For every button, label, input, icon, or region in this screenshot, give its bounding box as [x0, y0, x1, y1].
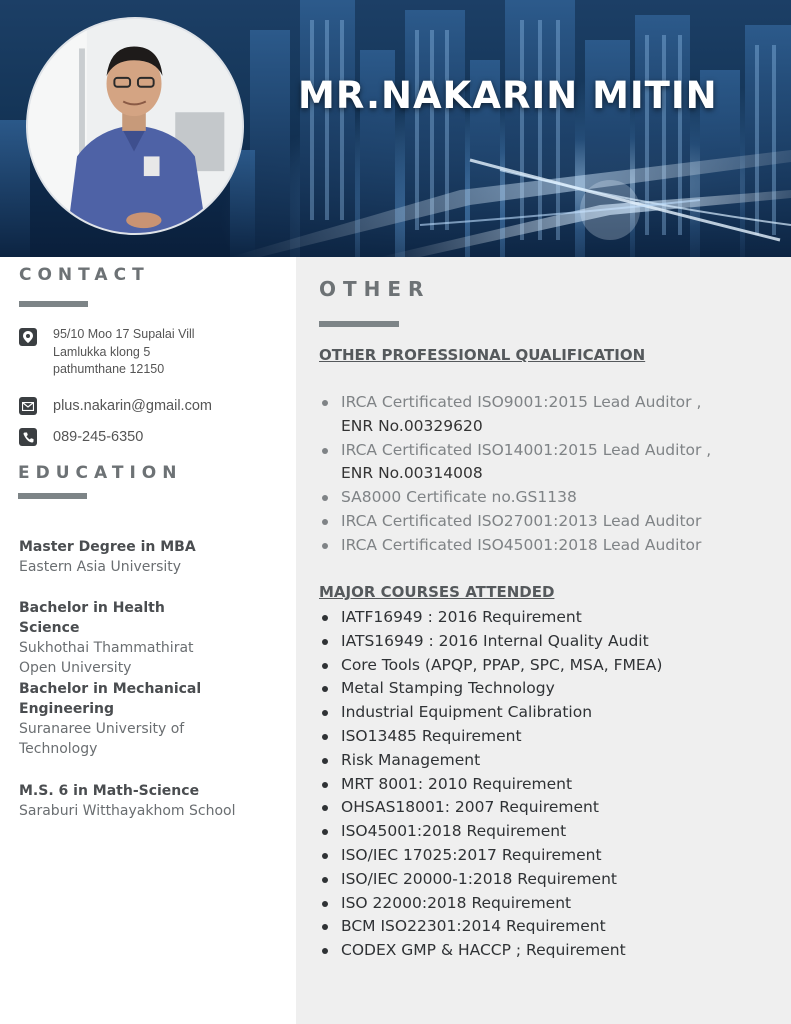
- person-portrait-image: [28, 19, 242, 233]
- list-item: IATS16949 : 2016 Internal Quality Audit: [319, 630, 779, 654]
- list-item: ISO13485 Requirement: [319, 725, 779, 749]
- education-school: Sukhothai Thammathirat Open University: [19, 640, 194, 676]
- education-degree: M.S. 6 in Math-Science: [19, 783, 200, 799]
- education-item: [19, 781, 289, 821]
- phone-number[interactable]: 089-245-6350: [53, 429, 144, 445]
- education-item: [19, 537, 289, 577]
- education-degree: Master Degree in MBA: [19, 539, 196, 555]
- qualification-text: IRCA Certificated ISO9001:2015 Lead Auditor ,: [341, 393, 702, 411]
- list-item: Core Tools (APQP, PPAP, SPC, MSA, FMEA): [319, 654, 779, 678]
- education-item: [19, 679, 219, 759]
- list-item: [319, 486, 779, 510]
- list-item: ISO/IEC 17025:2017 Requirement: [319, 844, 779, 868]
- left-column: [0, 257, 296, 1024]
- list-item: IATF16949 : 2016 Requirement: [319, 606, 779, 630]
- courses-heading: MAJOR COURSES ATTENDED: [319, 583, 555, 601]
- qualification-heading: OTHER PROFESSIONAL QUALIFICATION: [319, 346, 646, 364]
- address-line-1: 95/10 Moo 17 Supalai Vill: [53, 327, 195, 341]
- phone-icon: [19, 428, 37, 446]
- education-degree: Bachelor in Mechanical Engineering: [19, 681, 202, 717]
- list-item: Risk Management: [319, 749, 779, 773]
- list-item: MRT 8001: 2010 Requirement: [319, 773, 779, 797]
- candidate-name: MR.NAKARIN MITIN: [298, 74, 718, 117]
- list-item: ISO45001:2018 Requirement: [319, 820, 779, 844]
- contact-heading-underline: [19, 301, 88, 307]
- qualification-text: IRCA Certificated ISO14001:2015 Lead Auditor ,: [341, 440, 712, 459]
- qualification-list: [319, 391, 779, 558]
- qualification-text: SA8000 Certificate no.GS1138: [341, 488, 577, 507]
- education-heading-underline: [18, 493, 87, 499]
- map-pin-icon: [19, 328, 37, 346]
- list-item: ISO/IEC 20000-1:2018 Requirement: [319, 868, 779, 892]
- list-item: Industrial Equipment Calibration: [319, 701, 779, 725]
- list-item: CODEX GMP & HACCP ; Requirement: [319, 939, 779, 963]
- contact-heading: CONTACT: [19, 265, 150, 285]
- profile-photo: [26, 17, 244, 235]
- list-item: ISO 22000:2018 Requirement: [319, 892, 779, 916]
- qualification-text: IRCA Certificated ISO45001:2018 Lead Auditor: [341, 535, 702, 554]
- list-item: [319, 439, 779, 487]
- other-heading: OTHER: [319, 277, 431, 301]
- education-item: [19, 598, 229, 678]
- envelope-icon: [19, 397, 37, 415]
- list-item: OHSAS18001: 2007 Requirement: [319, 796, 779, 820]
- courses-list: [319, 606, 779, 963]
- list-item: [319, 510, 779, 534]
- list-item: [319, 391, 779, 439]
- contact-phone: [19, 428, 143, 446]
- email-address[interactable]: plus.nakarin@gmail.com: [53, 398, 212, 414]
- header-banner: [0, 0, 791, 257]
- education-heading: EDUCATION: [18, 463, 183, 483]
- education-school: Eastern Asia University: [19, 559, 182, 575]
- list-item: BCM ISO22301:2014 Requirement: [319, 915, 779, 939]
- contact-address: [19, 328, 195, 379]
- qualification-enr: ENR No.00329620: [341, 416, 483, 435]
- list-item: [319, 534, 779, 558]
- other-heading-underline: [319, 321, 399, 327]
- right-column: [296, 257, 791, 1024]
- contact-email: [19, 397, 212, 415]
- address-line-2: Lamlukka klong 5: [53, 344, 151, 359]
- address-line-3: pathumthane 12150: [53, 362, 165, 376]
- list-item: Metal Stamping Technology: [319, 677, 779, 701]
- education-school: Saraburi Witthayakhom School: [19, 803, 236, 819]
- education-school: Suranaree University of Technology: [19, 721, 185, 757]
- education-degree: Bachelor in Health Science: [19, 600, 165, 636]
- qualification-enr: ENR No.00314008: [341, 464, 483, 483]
- qualification-text: IRCA Certificated ISO27001:2013 Lead Auditor: [341, 511, 702, 530]
